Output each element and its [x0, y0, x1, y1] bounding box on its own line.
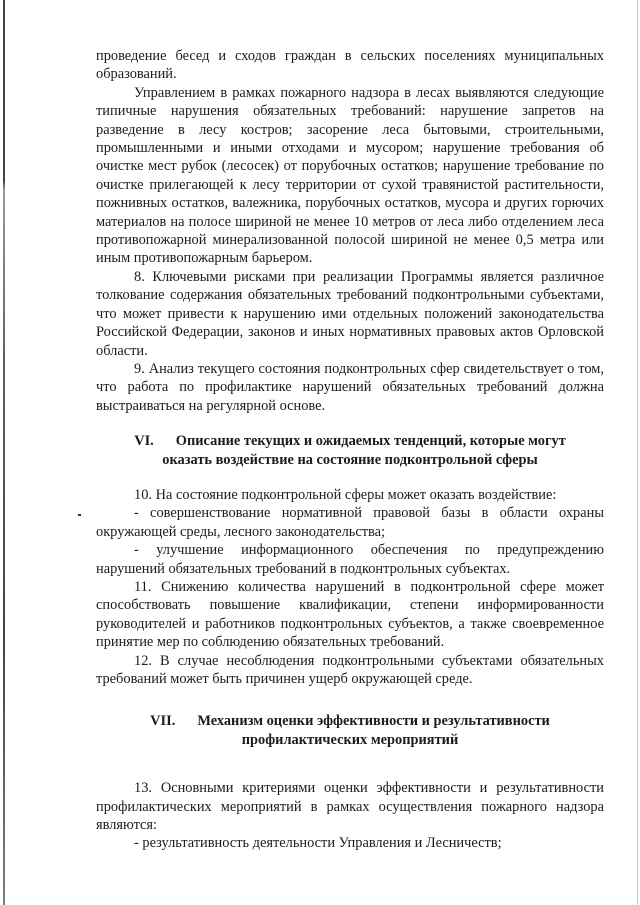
paragraph-13: 13. Основными критериями оценки эффективности и результативности профилактических мероприятий в рамках осуществления пожарного надзора являются: [96, 780, 604, 834]
paragraph-continuation: проведение бесед и сходов граждан в сельских поселениях муниципальных образований. [96, 48, 604, 83]
paragraph-9: 9. Анализ текущего состояния подконтрольных сфер свидетельствует о том, что работа по профилактике нарушений обязательных требований должна выстраиваться на регулярной основе. [96, 360, 604, 414]
scan-edge-left [3, 0, 5, 905]
document-page [96, 47, 604, 853]
paragraph-12: 12. В случае несоблюдения подконтрольными субъектами обязательных требований может быть причинен ущерб окружающей среде. [96, 652, 604, 687]
paragraph-8: 8. Ключевыми рисками при реализации Программы является различное толкование содержания обязательных требований подконтрольными субъектами, что может привести к нарушению ими отдельных положений законодательства Российской Федерации, законов и иных нормативных правовых актов Орловской области. [96, 268, 604, 359]
section-7-number: VII. [150, 713, 176, 730]
list-item-information-support: - улучшение информационного обеспечения по предупреждению нарушений обязательных требований в подконтрольных субъектах. [96, 542, 604, 577]
scan-edge-right [637, 0, 638, 905]
section-7-title-text-1: Механизм оценки эффективности и результативности [197, 713, 550, 730]
list-item-legal-framework: - совершенствование нормативной правовой базы в области охраны окружающей среды, лесного законодательства; [96, 505, 604, 540]
list-item-performance: - результативность деятельности Управления и Лесничеств; [134, 835, 502, 852]
paragraph-11: 11. Снижению количества нарушений в подконтрольной сфере может способствовать повышение квалификации, степени информированности руководителей и работников подконтрольных субъектов, а также своевременное принятие мер по соблюдению обязательных требований. [96, 578, 604, 651]
paragraph-10: 10. На состояние подконтрольной сферы может оказать воздействие: [134, 486, 557, 503]
section-7-heading [96, 712, 604, 749]
section-6-title-text-1: Описание текущих и ожидаемых тенденций, которые могут [175, 433, 566, 450]
section-6-heading [96, 432, 604, 469]
section-6-number: VI. [134, 433, 154, 450]
scan-speck [78, 514, 81, 516]
section-7-title-line-1 [96, 712, 604, 730]
paragraph-violations: Управлением в рамках пожарного надзора в лесах выявляются следующие типичные нарушения обязательных требований: нарушение запретов на разведение в лесу костров; засорение леса бытовыми, строительными, промышленными и иными отходами и мусором; нарушение требования об очистке мест рубок (лесосек) от порубочных остатков; нарушение требование по очистке прилегающей к лесу территории от сухой травянистой растительности, пожнивных остатков, валежника, порубочных остатков, мусора и других горючих материалов на полосе шириной не менее 10 метров от леса либо отделением леса противопожарной минерализованной полосой шириной не менее 0,5 метра или иным противопожарным барьером. [96, 84, 604, 267]
section-6-title-line-2: оказать воздействие на состояние подконтрольной сферы [162, 451, 538, 468]
section-6-title-line-1 [96, 432, 604, 450]
section-7-title-line-2: профилактических мероприятий [241, 731, 459, 748]
